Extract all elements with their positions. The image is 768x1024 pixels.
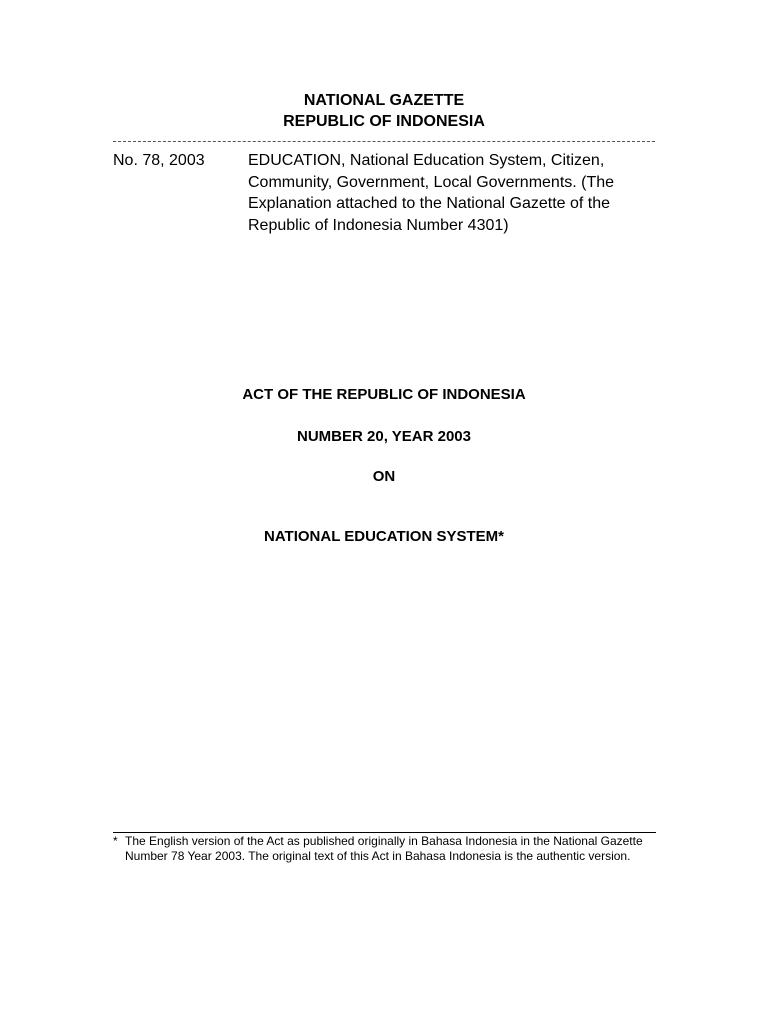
act-on: ON bbox=[372, 468, 396, 485]
gazette-subject: EDUCATION, National Education System, Citizen, Community, Government, Local Governments. (The Explanation attached to the National Gazette of the Republic of Indonesia Number 4301) bbox=[248, 152, 615, 234]
dashed-divider bbox=[113, 141, 655, 142]
footnote-text: The English version of the Act as published originally in Bahasa Indonesia in the National Gazette Number 78 Year 2003. The original text of this Act in Bahasa Indonesia is the authentic version. bbox=[125, 834, 643, 863]
gazette-title: NATIONAL GAZETTE bbox=[303, 92, 465, 109]
act-subject: NATIONAL EDUCATION SYSTEM* bbox=[263, 528, 504, 545]
act-number: NUMBER 20, YEAR 2003 bbox=[297, 428, 471, 445]
gazette-country: REPUBLIC OF INDONESIA bbox=[283, 113, 485, 130]
act-title: ACT OF THE REPUBLIC OF INDONESIA bbox=[242, 386, 526, 403]
footnote-marker: * bbox=[113, 834, 118, 848]
gazette-number: No. 78, 2003 bbox=[113, 152, 205, 169]
footnote-divider bbox=[113, 832, 656, 833]
